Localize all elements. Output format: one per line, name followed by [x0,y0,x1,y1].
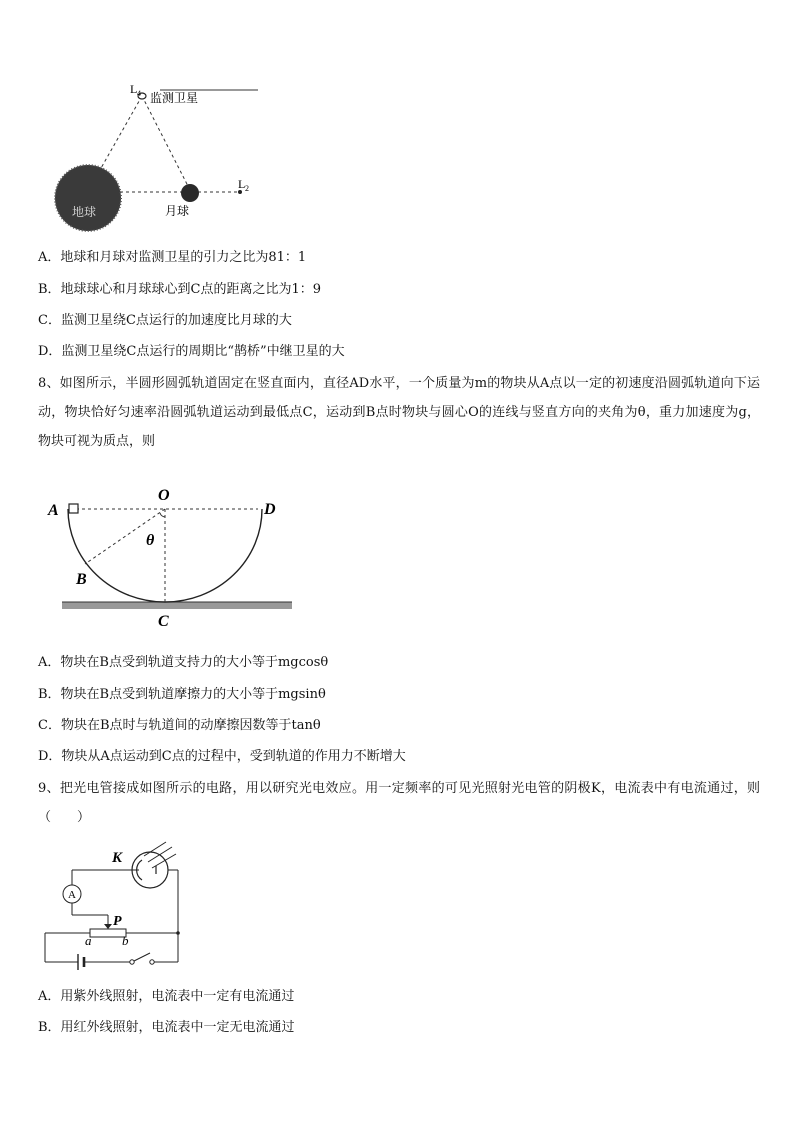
moon-icon [181,184,199,202]
svg-text:b: b [122,933,129,948]
q7-option-a: A．地球和月球对监测卫星的引力之比为81：1 [38,250,307,265]
earth-moon-satellite-figure [50,80,280,235]
q8-option-c: C．物块在B点时与轨道间的动摩擦因数等于tanθ [38,718,321,733]
q7-option-b: B．地球球心和月球球心到C点的距离之比为1：9 [38,282,322,297]
svg-text:C: C [158,613,169,630]
q7-option-c: C．监测卫星绕C点运行的加速度比月球的大 [38,313,292,328]
svg-text:L: L [238,177,246,191]
q8-option-b: B．物块在B点受到轨道摩擦力的大小等于mgsinθ [38,687,326,702]
svg-text:a: a [85,933,92,948]
svg-text:D: D [264,501,276,518]
svg-text:监测卫星: 监测卫星 [150,91,199,105]
svg-text:月球: 月球 [165,204,190,218]
q7-option-d: D．监测卫星绕C点运行的周期比“鹊桥”中继卫星的大 [38,344,345,359]
q8-option-d: D．物块从A点运动到C点的过程中，受到轨道的作用力不断增大 [38,749,406,764]
svg-text:地球: 地球 [72,205,97,219]
q9-option-a: A．用紫外线照射，电流表中一定有电流通过 [38,989,295,1004]
svg-text:A: A [68,889,76,901]
svg-text:K: K [112,850,123,866]
svg-text:B: B [76,571,87,588]
q8-stem: 8、如图所示，半圆形圆弧轨道固定在竖直面内，直径AD水平，一个质量为m的物块从A点以一定的初速度沿圆弧轨道向下运动，物块恰好匀速率沿圆弧轨道运动到最低点C，运动到B点时物块与圆心O的连线与竖直方向的夹角为θ，重力加速度为g，物块可视为质点，则 [38,376,760,449]
svg-text:L: L [130,82,138,96]
q9-option-b: B．用红外线照射，电流表中一定无电流通过 [38,1020,295,1035]
photoelectric-circuit-figure [40,840,200,975]
q8-option-a: A．物块在B点受到轨道支持力的大小等于mgcosθ [38,655,329,670]
svg-text:P: P [113,914,122,929]
svg-text:2: 2 [245,184,249,193]
svg-text:A: A [48,502,59,519]
svg-text:O: O [158,487,170,504]
svg-text:4: 4 [137,89,141,98]
svg-text:θ: θ [146,532,155,549]
q9-stem: 9、把光电管接成如图所示的电路，用以研究光电效应。用一定频率的可见光照射光电管的阴极K，电流表中有电流通过，则（ ） [38,781,760,825]
semicircle-track-figure [40,480,310,630]
